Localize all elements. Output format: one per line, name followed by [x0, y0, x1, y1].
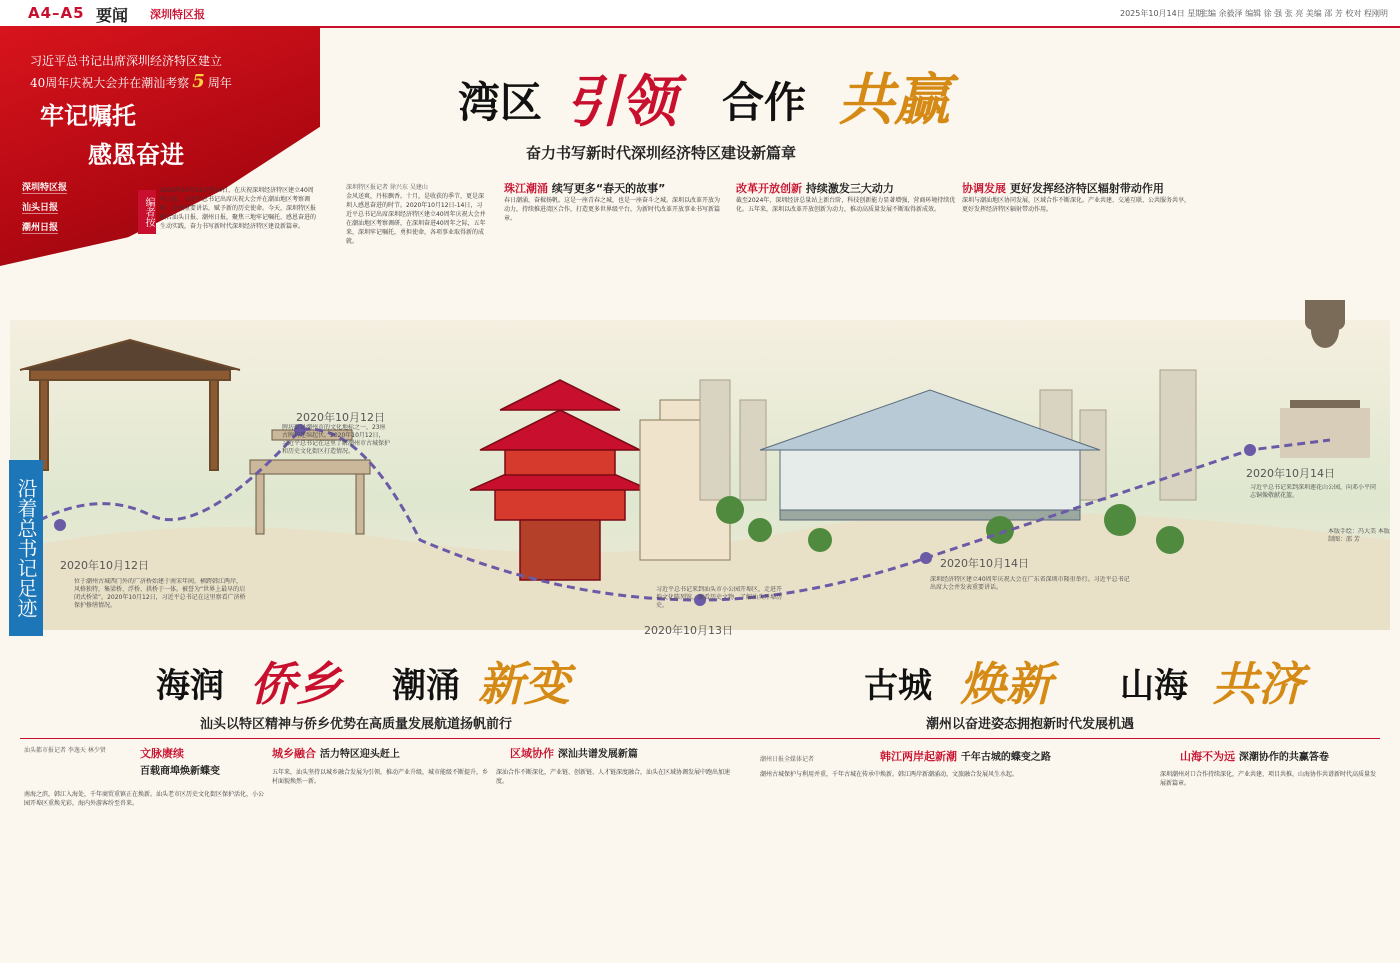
- title3-part-a: 古城: [864, 666, 932, 706]
- bl-head-3: 区域协作 深汕共谱发展新篇: [510, 747, 638, 760]
- pagoda: [470, 380, 650, 580]
- bl-text-2: 五年来，汕头坚持以城乡融合发展为引领，推动产业升级，城市能级不断提升，乡村面貌焕然一新。: [272, 769, 488, 785]
- title2-part-d: 新变: [478, 657, 570, 711]
- subtitle-1: 奋力书写新时代深圳经济特区建设新篇章: [526, 144, 797, 162]
- br-text-1: 潮州古城保护与利用并重，千年古城在传承中焕新。韩江两岸新潮涌动，文旅融合发展风生水起。: [760, 771, 1019, 778]
- divider-rule: [20, 738, 1380, 739]
- timeline-label-1: 2020年10月12日: [60, 559, 149, 572]
- banner-slogan-1: 牢记嘱托: [40, 101, 136, 130]
- caption-5: 习近平总书记来到深圳莲花山公园，向邓小平同志铜像敬献花篮。: [1250, 484, 1377, 499]
- editor-note-text: 2020年10月12日至14日，在庆祝深圳经济特区建立40周年之际，习近平总书记出席庆祝大会并在潮汕地区考察调研，发表重要讲话，赋予新的历史使命。今天，深圳特区报联合汕头日报、潮州日报，聚焦三地牢记嘱托、感恩奋进的生动实践，奋力书写新时代深圳经济特区建设新篇章。: [160, 187, 316, 230]
- page-header: [0, 0, 1400, 28]
- subtitle-3: 潮州以奋进姿态拥抱新时代发展机遇: [926, 717, 1135, 732]
- bl-head-1: 文脉赓续: [140, 747, 184, 760]
- caption-2: 牌坊街是潮州市的文化地标之一，23座古牌坊连绵起伏。2020年10月12日，习近平总书记在这里了解潮州市古城保护和历史文化街区打造情况。: [282, 424, 390, 455]
- top-byline: 深圳特区报记者 徐兴东 吴建山: [346, 184, 428, 191]
- page-number: A4–A5: [28, 4, 85, 22]
- section-name: 要闻: [96, 6, 129, 25]
- title1-part-b: 引领: [565, 69, 677, 135]
- bl-sub-1: 百载商埠焕新蝶变: [140, 766, 220, 777]
- title3-part-b: 焕新: [960, 657, 1052, 711]
- bl-text-3: 深汕合作不断深化，产业链、创新链、人才链深度融合，汕头在区域协调发展中跑出加速度。: [496, 769, 731, 785]
- logo-shenzhen: 深圳特区报: [22, 180, 67, 194]
- editor-credits: 主编 余毅泽 编辑 徐 强 张 亮 美编 邵 芳 校对 程刚明: [1200, 9, 1388, 18]
- timeline-label-3: 2020年10月13日: [644, 624, 733, 637]
- section-text-1: 春日潮涌，奋楫扬帆。这是一座青春之城，也是一座奋斗之城。深圳以改革开放为动力，持续推进湾区合作，打造更多世界级平台，为新时代改革开放事业书写新篇章。: [504, 197, 721, 222]
- title1-part-c: 合作: [722, 78, 807, 127]
- timeline-label-2: 2020年10月12日: [296, 411, 385, 424]
- br-head-1: 韩江两岸起新潮 千年古城的蝶变之路: [880, 750, 1051, 763]
- bl-text-1: 南海之滨，韩江入海处，千年商贸重镇正在焕新。汕头老市区历史文化街区保护活化，小公园开埠区重焕光彩，海内外游客纷至沓来。: [24, 791, 264, 807]
- vertical-tag: 沿着总书记足迹: [9, 460, 43, 636]
- bl-head-2: 城乡融合 活力特区迎头赶上: [272, 747, 400, 760]
- paper-name: 深圳特区报: [150, 8, 205, 21]
- br-head-2: 山海不为远 深潮协作的共赢答卷: [1180, 750, 1329, 763]
- banner-line-2: 40周年庆祝大会并在潮汕考察 5 周年: [30, 71, 232, 92]
- timeline-label-4: 2020年10月14日: [940, 557, 1029, 570]
- bottom-right-byline: 潮州日报全媒体记者: [760, 756, 815, 763]
- section-text-3: 深圳与潮汕地区协同发展，区域合作不断深化。产业共建、交通互联、公共服务共享，更好发挥经济特区辐射带动作用。: [962, 197, 1191, 213]
- art-credit: 本版手绘：冯大美 本版制图：邵 芳: [1328, 528, 1390, 543]
- subtitle-2: 汕头以特区精神与侨乡优势在高质量发展航道扬帆前行: [200, 717, 513, 732]
- title3-part-c: 山海: [1120, 666, 1188, 706]
- title1-part-a: 湾区: [458, 78, 543, 127]
- title2-part-a: 海润: [156, 666, 224, 706]
- title3-part-d: 共济: [1212, 657, 1304, 711]
- br-text-2: 深圳潮州对口合作持续深化，产业共建、项目共推，山海协作共谱新时代高质量发展新篇章。: [1160, 771, 1377, 787]
- top-intro: 金风送爽，丹桂飘香。十月，是收获的季节，更是深圳人感恩奋进的时节。2020年10月12日-14日，习近平总书记出席深圳经济特区建立40周年庆祝大会并在潮汕地区考察调研，在深圳奋进40周年之际，五年来，深圳牢记嘱托，勇担使命，各项事业取得新的成就。: [346, 193, 486, 245]
- section-head-2: 改革开放创新 持续激发三大动力: [736, 182, 894, 195]
- logo-chaozhou: 潮州日报: [22, 220, 58, 234]
- issue-date: 2025年10月14日 星期二: [1120, 9, 1212, 18]
- bottom-left-byline: 汕头都市报记者 李逸天 林少贤: [24, 747, 106, 754]
- anniversary-number: 5: [192, 71, 205, 92]
- logo-shantou: 汕头日报: [22, 200, 58, 214]
- caption-1: 位于潮州古城西门外的广济桥始建于南宋年间，横跨韩江两岸，风格独特，集梁桥、浮桥、拱桥于一体。被誉为“世界上最早的启闭式桥梁”。2020年10月12日，习近平总书记在这里察看广济桥保护修缮情况。: [74, 578, 246, 609]
- title2-part-b: 侨乡: [250, 657, 342, 711]
- timeline-label-5: 2020年10月14日: [1246, 467, 1335, 480]
- section-head-1: 珠江潮涌 续写更多“春天的故事”: [504, 182, 666, 195]
- editor-note-tag: 编者按: [138, 190, 156, 234]
- title2-part-c: 潮涌: [392, 666, 460, 706]
- caption-4: 深圳经济特区建立40周年庆祝大会在广东省深圳市隆重举行。习近平总书记出席大会并发表重要讲话。: [930, 576, 1130, 591]
- section-head-3: 协调发展 更好发挥经济特区辐射带动作用: [962, 182, 1164, 195]
- banner-slogan-2: 感恩奋进: [88, 140, 184, 169]
- caption-3: 习近平总书记来到汕头市小公园开埠区，走进开埠文化陈列馆，察看历史文物，了解汕头开埠历史。: [656, 586, 783, 609]
- section-text-2: 截至2024年，深圳经济总量站上新台阶，科技创新能力显著增强，营商环境持续优化。五年来，深圳以改革开放创新为动力，推动高质量发展不断取得新成效。: [736, 197, 956, 213]
- statue: [1280, 300, 1370, 458]
- title1-part-d: 共赢: [838, 67, 950, 133]
- banner-line-1: 习近平总书记出席深圳经济特区建立: [30, 54, 223, 68]
- archway-drawing: [20, 340, 240, 470]
